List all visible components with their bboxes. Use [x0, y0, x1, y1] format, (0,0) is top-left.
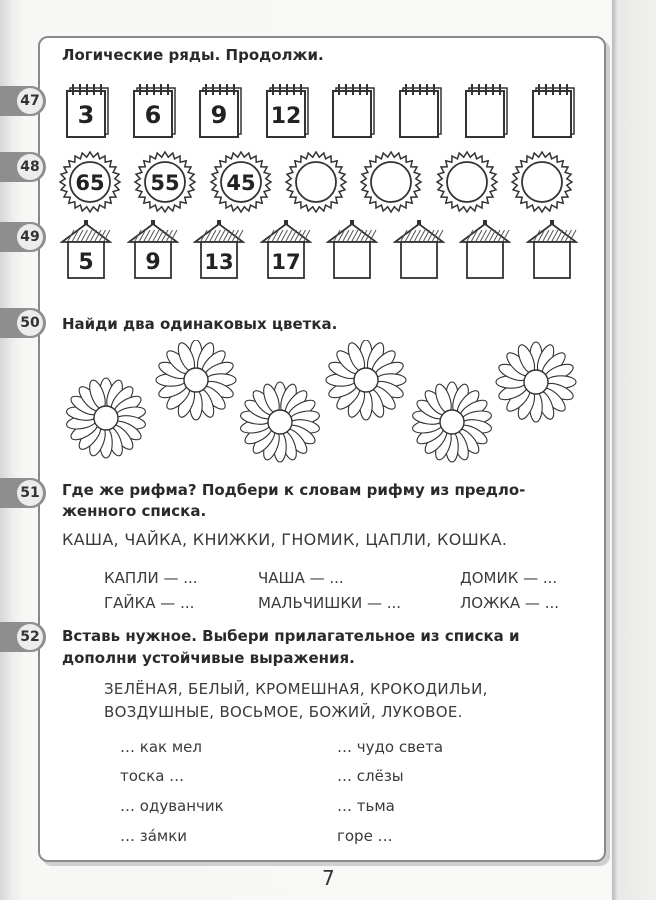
task-number-badge-49: 49 — [0, 222, 46, 252]
rhyme-pair: МАЛЬЧИШКИ — ... — [258, 594, 402, 612]
calendar-card — [131, 80, 179, 138]
task52-title-line1: Вставь нужное. Выбери прилагательное из списка и — [62, 627, 520, 645]
task-number-badge-51: 51 — [0, 478, 46, 508]
task50-title: Найди два одинаковых цветка. — [62, 315, 338, 333]
calendar-card — [330, 80, 378, 138]
flowers-illustration — [60, 340, 580, 470]
flower — [326, 340, 406, 420]
house-card — [260, 220, 312, 282]
sun-sequence — [64, 150, 584, 220]
phrase-item: тоска … — [120, 767, 185, 785]
section-title: Логические ряды. Продолжи. — [62, 46, 324, 64]
house-card — [127, 220, 179, 282]
calendar-card — [264, 80, 312, 138]
page-number: 7 — [322, 866, 335, 890]
sun-badge — [133, 150, 197, 214]
house-card — [393, 220, 445, 282]
flower — [66, 378, 147, 458]
svg-text:13: 13 — [204, 250, 234, 274]
task52-word-list-line1: ЗЕЛЁНАЯ, БЕЛЫЙ, КРОМЕШНАЯ, КРОКОДИЛЬИ, — [104, 680, 488, 698]
sun-badge — [510, 150, 574, 214]
house-card — [60, 220, 112, 282]
task51-title-line2: женного списка. — [62, 502, 207, 520]
task51-word-list: КАША, ЧАЙКА, КНИЖКИ, ГНОМИК, ЦАПЛИ, КОШКА. — [62, 530, 508, 549]
svg-text:9: 9 — [144, 250, 161, 275]
house-card — [459, 220, 511, 282]
sun-badge — [359, 150, 423, 214]
house-card — [326, 220, 378, 282]
rhyme-pair: ЛОЖКА — ... — [460, 594, 559, 612]
phrase-item: … слёзы — [337, 767, 404, 785]
calendar-card — [197, 80, 245, 138]
next-page-edge — [612, 0, 656, 900]
svg-text:17: 17 — [270, 250, 301, 274]
phrase-item: … одуванчик — [120, 797, 224, 815]
calendar-sequence — [64, 80, 584, 150]
house-sequence — [64, 220, 584, 284]
flower — [496, 342, 576, 422]
calendar-card — [397, 80, 445, 138]
svg-text:5: 5 — [78, 250, 94, 275]
flower — [240, 382, 321, 462]
svg-text:65: 65 — [75, 171, 105, 195]
flower — [156, 340, 236, 420]
calendar-card — [530, 80, 578, 138]
flower — [412, 382, 493, 462]
sun-badge — [284, 150, 348, 214]
phrase-item: … чудо света — [337, 738, 444, 756]
rhyme-pair: ДОМИК — ... — [460, 569, 558, 587]
phrase-item: горе … — [337, 827, 393, 845]
task-number-badge-47: 47 — [0, 86, 46, 116]
svg-text:12: 12 — [270, 104, 301, 129]
phrase-item: … тьма — [337, 797, 395, 815]
sun-badge — [435, 150, 499, 214]
phrase-item: … за́мки — [120, 827, 188, 845]
task51-title-line1: Где же рифма? Подбери к словам рифму из предло- — [62, 481, 526, 499]
rhyme-pair: ГАЙКА — ... — [104, 594, 195, 612]
svg-text:6: 6 — [144, 101, 161, 129]
svg-text:45: 45 — [225, 171, 256, 195]
calendar-card — [64, 80, 112, 138]
task52-title-line2: дополни устойчивые выражения. — [62, 649, 355, 667]
rhyme-pair: ЧАША — ... — [258, 569, 344, 587]
sun-badge — [209, 150, 273, 214]
calendar-card — [463, 80, 511, 138]
task-number-badge-48: 48 — [0, 152, 46, 182]
task-number-badge-52: 52 — [0, 622, 46, 652]
svg-text:55: 55 — [150, 171, 180, 195]
svg-text:3: 3 — [77, 101, 95, 129]
house-card — [526, 220, 578, 282]
task52-word-list-line2: ВОЗДУШНЫЕ, ВОСЬМОЕ, БОЖИЙ, ЛУКОВОЕ. — [104, 703, 463, 721]
phrase-item: … как мел — [120, 738, 202, 756]
task-number-badge-50: 50 — [0, 308, 46, 338]
svg-text:9: 9 — [210, 101, 228, 129]
rhyme-pair: КАПЛИ — ... — [104, 569, 198, 587]
house-card — [193, 220, 245, 282]
sun-badge — [58, 150, 122, 214]
